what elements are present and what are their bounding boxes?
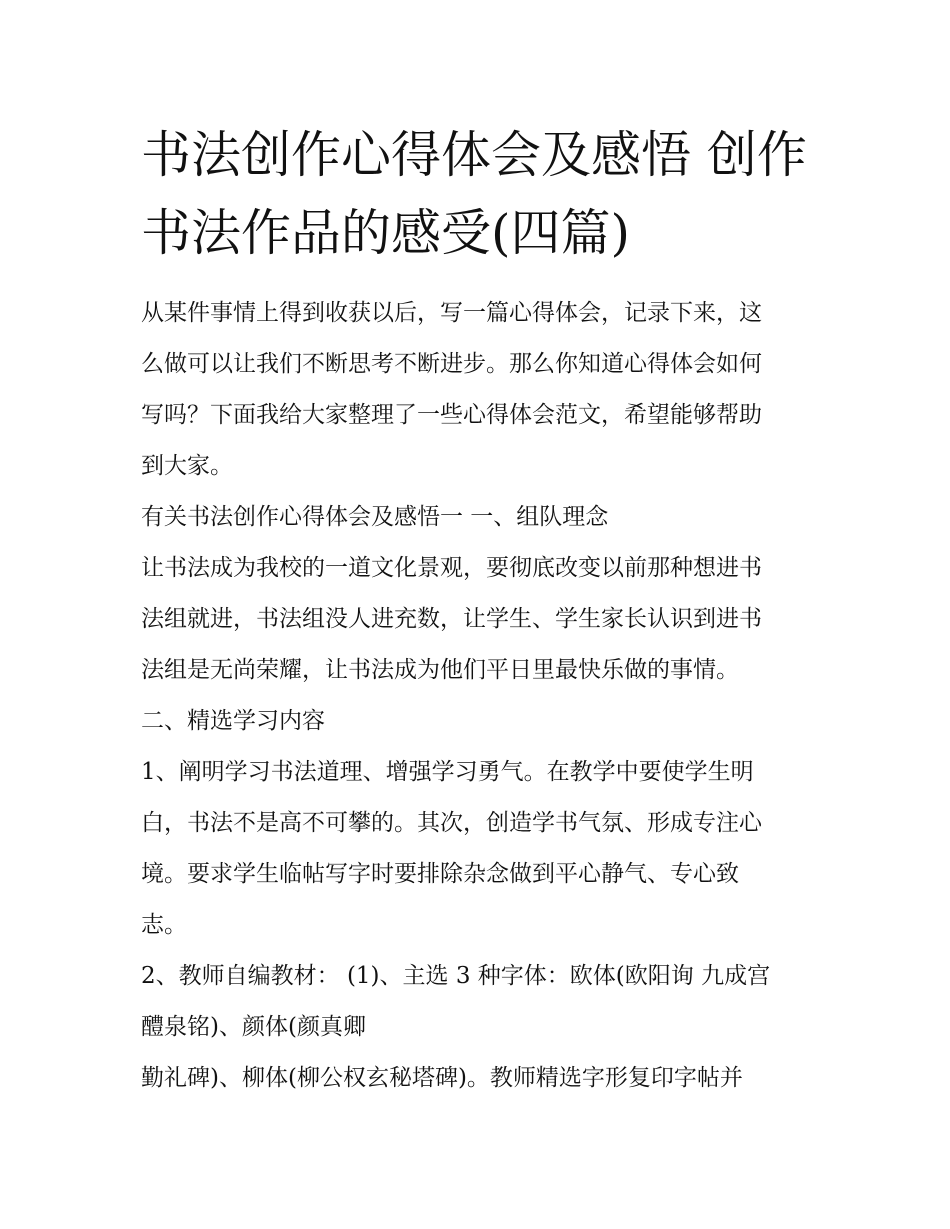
text-line: 么做可以让我们不断思考不断进步。那么你知道心得体会如何 — [141, 351, 762, 377]
text-line: 有关书法创作心得体会及感悟一 一、组队理念 — [141, 504, 609, 530]
section-heading — [141, 696, 813, 747]
text-line: 二、精选学习内容 — [141, 708, 325, 734]
text-line: 勤礼碑)、柳体(柳公权玄秘塔碑)。教师精选字形复印字帖并 — [141, 1065, 743, 1091]
text-line: 1、阐明学习书法道理、增强学习勇气。在教学中要使学生明 — [141, 759, 754, 785]
title-line: 书法作品的感受(四篇) — [141, 204, 631, 262]
title-line: 书法创作心得体会及感悟 创作 — [141, 126, 807, 184]
text-line: 到大家。 — [141, 453, 233, 479]
body-paragraph — [141, 747, 813, 951]
intro-paragraph — [141, 288, 813, 492]
document-body — [141, 116, 813, 1104]
text-line: 写吗？下面我给大家整理了一些心得体会范文，希望能够帮助 — [141, 402, 762, 428]
text-line: 境。要求学生临帖写字时要排除杂念做到平心静气、专心致 — [141, 861, 739, 887]
section-heading — [141, 492, 813, 543]
text-line: 白，书法不是高不可攀的。其次，创造学书气氛、形成专注心 — [141, 810, 762, 836]
text-line: 志。 — [141, 912, 187, 938]
body-paragraph — [141, 543, 813, 696]
text-line: 让书法成为我校的一道文化景观，要彻底改变以前那种想进书 — [141, 555, 762, 581]
text-line: 法组就进，书法组没人进充数，让学生、学生家长认识到进书 — [141, 606, 762, 632]
text-line: 2、教师自编教材： (1)、主选 3 种字体：欧体(欧阳询 九成宫 — [141, 963, 771, 989]
body-paragraph — [141, 1053, 813, 1104]
document-title — [141, 116, 813, 272]
text-line: 醴泉铭)、颜体(颜真卿 — [141, 1014, 366, 1040]
body-paragraph — [141, 951, 813, 1053]
text-line: 法组是无尚荣耀，让书法成为他们平日里最快乐做的事情。 — [141, 657, 739, 683]
text-line: 从某件事情上得到收获以后，写一篇心得体会，记录下来，这 — [141, 300, 762, 326]
